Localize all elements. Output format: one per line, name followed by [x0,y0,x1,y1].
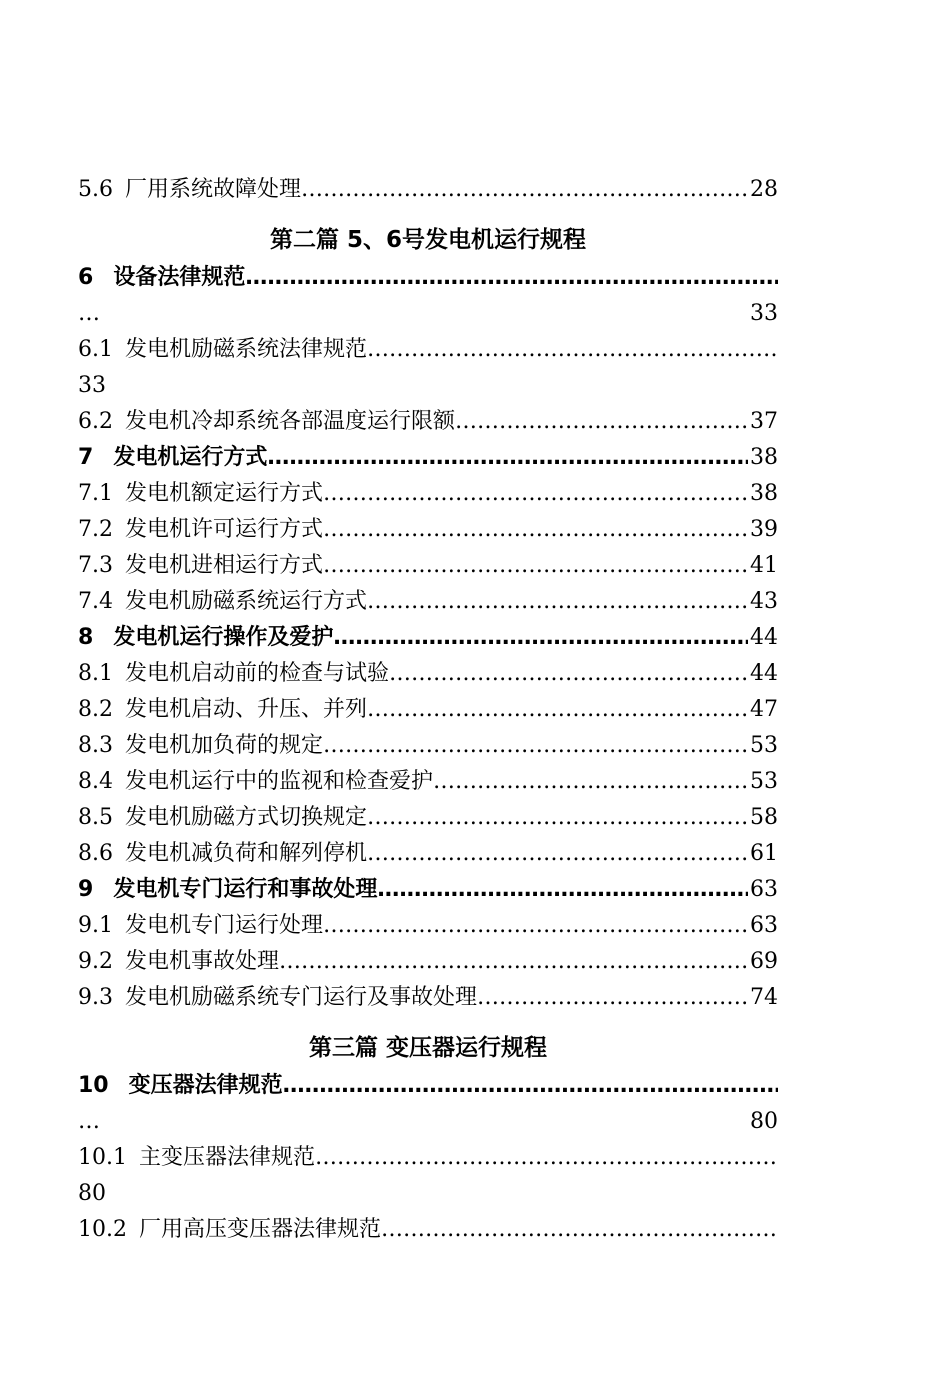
entry-number: 7.2 [78,517,113,542]
toc-entry-6-1[interactable] [78,332,778,368]
page-number: 28 [750,177,778,202]
page-number: 58 [750,805,778,830]
entry-title: 发电机许可运行方式 [125,517,324,542]
dot-leader [301,172,748,208]
dot-leader [377,872,748,908]
dot-leader [283,1068,778,1104]
entry-number: 8 [78,625,94,650]
toc-entry-10-continuation [78,1104,778,1140]
dot-leader [367,692,748,728]
dot-leader [279,944,748,980]
entry-title: 发电机事故处理 [125,949,280,974]
page-number: 63 [750,877,778,902]
dot-leader [323,476,748,512]
toc-entry-6[interactable] [78,260,778,296]
dot-leader [367,332,778,368]
entry-number: 6.2 [78,409,113,434]
dot-leader [389,656,748,692]
toc-entry-7-3[interactable] [78,548,778,584]
entry-title: 发电机加负荷的规定 [125,733,324,758]
part-three-heading: 第三篇 变压器运行规程 [308,1035,547,1061]
entry-number: 5.6 [78,177,113,202]
page-number: 47 [750,697,778,722]
dot-leader [381,1212,778,1248]
entry-number: 10 [78,1073,109,1098]
entry-title: 发电机励磁系统法律规范 [125,337,368,362]
page-number: 44 [750,625,778,650]
dot-leader [433,764,748,800]
toc-entry-9[interactable] [78,872,778,908]
page-number: 43 [750,589,778,614]
entry-title: 发电机励磁系统运行方式 [125,589,368,614]
page-number: 63 [750,913,778,938]
dot-leader [315,1140,778,1176]
entry-title: 发电机进相运行方式 [125,553,324,578]
entry-number: 9.1 [78,913,113,938]
entry-title: 厂用高压变压器法律规范 [138,1217,381,1242]
dot-leader [333,620,748,656]
entry-number: 7.3 [78,553,113,578]
entry-number: 8.5 [78,805,113,830]
entry-title: 发电机励磁方式切换规定 [125,805,368,830]
page-number: 33 [78,373,106,398]
page-number: 37 [750,409,778,434]
entry-number: 8.1 [78,661,113,686]
toc-entry-10-1[interactable] [78,1140,778,1176]
toc-entry-6-2[interactable] [78,404,778,440]
entry-title: 发电机专门运行处理 [125,913,324,938]
leader-continuation: … [78,1109,100,1134]
entry-number: 10.2 [78,1217,127,1242]
toc-entry-7[interactable] [78,440,778,476]
toc-entry-8-1[interactable] [78,656,778,692]
dot-leader [323,908,748,944]
entry-title: 设备法律规范 [113,265,246,290]
dot-leader [245,260,778,296]
entry-number: 8.2 [78,697,113,722]
entry-title: 主变压器法律规范 [138,1145,315,1170]
entry-title: 发电机冷却系统各部温度运行限额 [125,409,456,434]
toc-entry-10[interactable] [78,1068,778,1104]
dot-leader [477,980,748,1016]
page-number: 53 [750,733,778,758]
toc-entry-10-2[interactable] [78,1212,778,1248]
page-number: 41 [750,553,778,578]
page-number: 74 [750,985,778,1010]
entry-number: 9 [78,877,94,902]
part-two-heading: 第二篇 5、6号发电机运行规程 [269,227,586,253]
toc-entry-9-3[interactable] [78,980,778,1016]
entry-number: 8.4 [78,769,113,794]
toc-entry-8-6[interactable] [78,836,778,872]
page-number: 44 [750,661,778,686]
toc-entry-6-continuation [78,296,778,332]
entry-title: 发电机减负荷和解列停机 [125,841,368,866]
page-number: 39 [750,517,778,542]
entry-number: 8.3 [78,733,113,758]
table-of-contents [78,172,778,1248]
entry-number: 9.2 [78,949,113,974]
dot-leader [323,728,748,764]
entry-number: 6 [78,265,94,290]
page-number: 80 [750,1109,778,1134]
dot-leader [455,404,748,440]
page-number: 69 [750,949,778,974]
toc-entry-5-6[interactable] [78,172,778,208]
page-number: 38 [750,445,778,470]
dot-leader [323,512,748,548]
toc-entry-6-1-continuation [78,368,778,404]
toc-entry-8[interactable] [78,620,778,656]
entry-number: 9.3 [78,985,113,1010]
entry-number: 10.1 [78,1145,127,1170]
toc-entry-7-1[interactable] [78,476,778,512]
page-number: 80 [78,1181,106,1206]
leader-continuation: … [78,301,100,326]
entry-number: 7.1 [78,481,113,506]
entry-title: 发电机专门运行和事故处理 [113,877,378,902]
dot-leader [367,584,748,620]
toc-entry-9-1[interactable] [78,908,778,944]
dot-leader [367,800,748,836]
entry-title: 发电机额定运行方式 [125,481,324,506]
page-number: 38 [750,481,778,506]
dot-leader [323,548,748,584]
entry-title: 发电机励磁系统专门运行及事故处理 [125,985,478,1010]
entry-number: 7.4 [78,589,113,614]
toc-entry-8-3[interactable] [78,728,778,764]
page-number: 53 [750,769,778,794]
toc-entry-8-2[interactable] [78,692,778,728]
toc-entry-7-4[interactable] [78,584,778,620]
toc-entry-8-5[interactable] [78,800,778,836]
page-number: 61 [750,841,778,866]
entry-number: 8.6 [78,841,113,866]
toc-entry-8-4[interactable] [78,764,778,800]
entry-title: 发电机运行中的监视和检查爱护 [125,769,434,794]
entry-title: 发电机启动前的检查与试验 [125,661,390,686]
entry-title: 厂用系统故障处理 [125,177,302,202]
dot-leader [267,440,748,476]
entry-number: 6.1 [78,337,113,362]
entry-number: 7 [78,445,94,470]
dot-leader [367,836,748,872]
toc-entry-9-2[interactable] [78,944,778,980]
entry-title: 发电机启动、升压、并列 [125,697,368,722]
entry-title: 变压器法律规范 [128,1073,283,1098]
page-number: 33 [750,301,778,326]
toc-entry-7-2[interactable] [78,512,778,548]
entry-title: 发电机运行方式 [113,445,268,470]
entry-title: 发电机运行操作及爱护 [113,625,334,650]
toc-entry-10-1-continuation [78,1176,778,1212]
